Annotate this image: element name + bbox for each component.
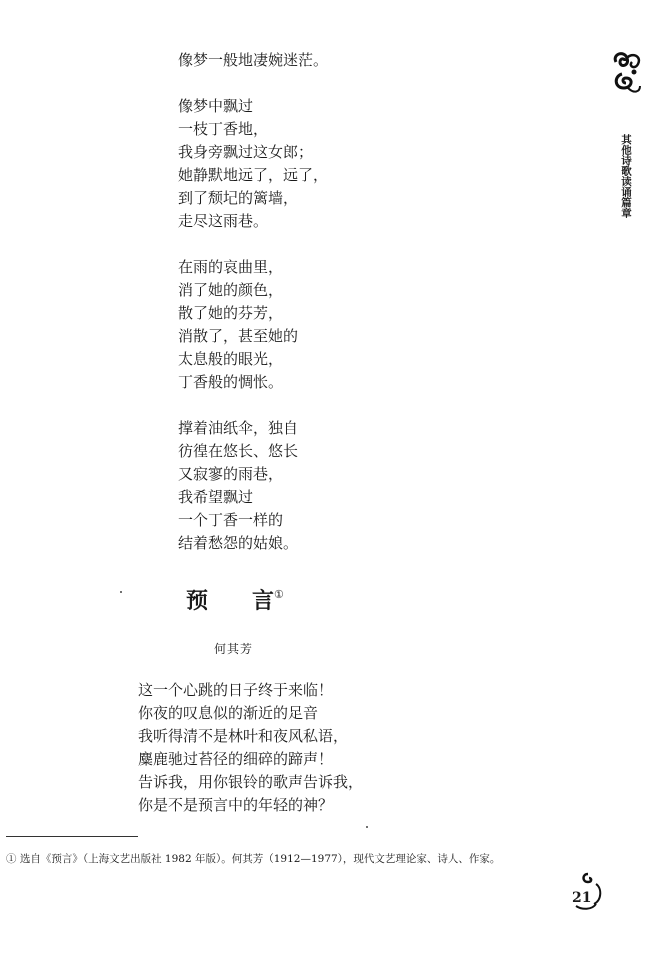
poem-line: 散了她的芬芳， (178, 304, 284, 322)
scroll-ornament-icon (610, 48, 644, 100)
poem-title-char-2: 言 (252, 588, 275, 614)
poem-line: 太息般的眼光， (178, 350, 284, 368)
poem-line: 这一个心跳的日子终于来临！ (138, 681, 334, 699)
footnote-divider (6, 836, 138, 837)
poem-line: 到了颓圮的篱墙， (178, 189, 299, 207)
footnote: ① 选自《预言》（上海文艺出版社 1982 年版）。何其芳（1912—1977），现代文艺理论家、诗人、作家。 (6, 853, 501, 865)
poem-line: 像梦中飘过 (178, 97, 254, 115)
poem-line: 我希望飘过 (178, 488, 254, 506)
poem-line: 像梦一般地凄婉迷茫。 (178, 51, 329, 69)
poem-line: 我听得清不是林叶和夜风私语， (138, 727, 349, 745)
poem-line: 告诉我，用你银铃的歌声告诉我， (138, 773, 364, 791)
print-speck (366, 826, 368, 828)
poem-line: 撑着油纸伞，独自 (178, 419, 299, 437)
poem-line: 我身旁飘过这女郎； (178, 143, 314, 161)
poem-line: 在雨的哀曲里， (178, 258, 284, 276)
poem-author: 何其芳 (214, 642, 254, 656)
footnote-marker: ① (274, 588, 284, 601)
poem-line: 丁香般的惆怅。 (178, 373, 284, 391)
poem-line: 消散了，甚至她的 (178, 327, 299, 345)
poem-line: 你夜的叹息似的渐近的足音 (138, 704, 319, 722)
poem-line: 又寂寥的雨巷， (178, 465, 284, 483)
poem-line: 你是不是预言中的年轻的神？ (138, 796, 334, 814)
poem-title (186, 584, 284, 615)
poem-line: 结着愁怨的姑娘。 (178, 534, 299, 552)
poem-line: 麋鹿驰过苔径的细碎的蹄声！ (138, 750, 334, 768)
print-speck (120, 591, 122, 593)
poem-line: 消了她的颜色， (178, 281, 284, 299)
poem-line: 一个丁香一样的 (178, 511, 284, 529)
poem-line: 走尽这雨巷。 (178, 212, 269, 230)
poem-line: 她静默地远了，远了， (178, 166, 329, 184)
page-number: 21 (572, 890, 592, 906)
poem-line: 彷徨在悠长、悠长 (178, 442, 299, 460)
poem-title-char-1: 预 (186, 588, 209, 614)
section-side-label: 其他诗歌读诵篇章 (620, 134, 632, 218)
poem-line: 一枝丁香地， (178, 120, 269, 138)
